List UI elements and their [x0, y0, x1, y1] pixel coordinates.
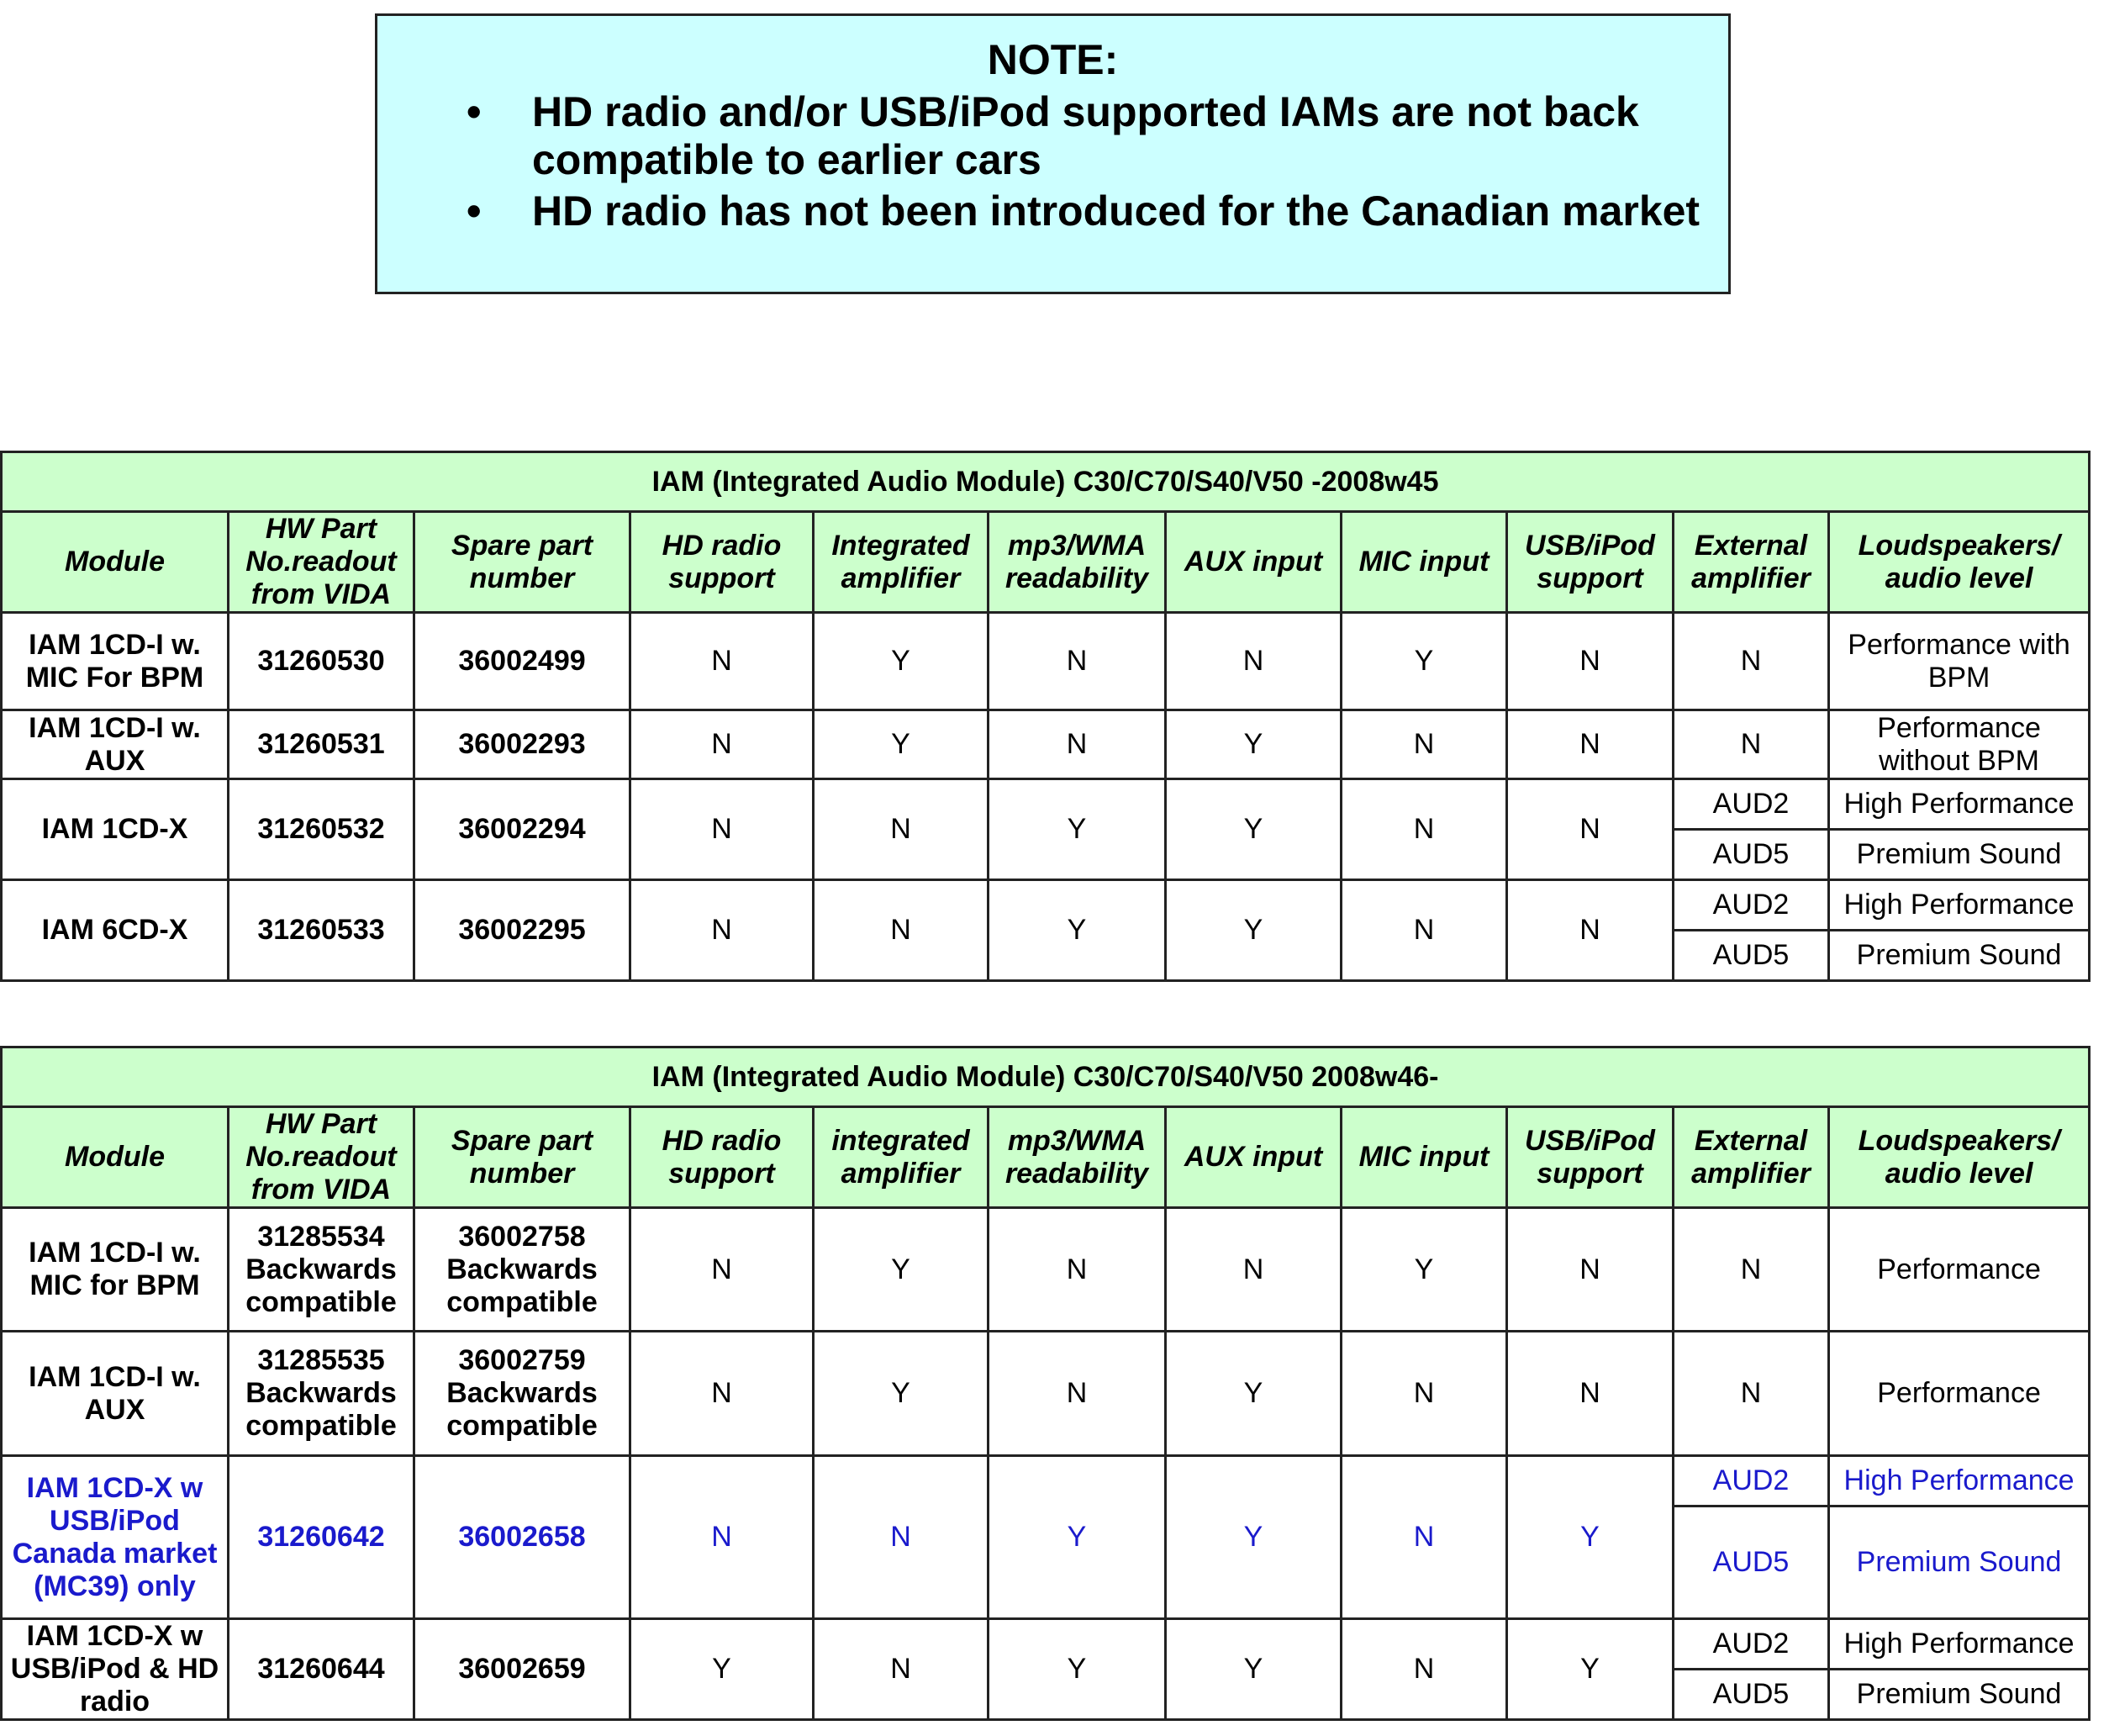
table-row	[2, 880, 2090, 931]
note-title: NOTE:	[987, 36, 1119, 83]
aux-cell: Y	[1166, 1332, 1342, 1456]
col-header: Spare part number	[414, 1107, 630, 1208]
speaker-cell: Premium Sound	[1829, 830, 2090, 880]
col-header: integrated amplifier	[814, 1107, 989, 1208]
usb-cell: N	[1507, 880, 1674, 981]
ext-amp-cell: AUD5	[1674, 830, 1829, 880]
speaker-cell: Performance	[1829, 1332, 2090, 1456]
col-header: AUX input	[1166, 1107, 1342, 1208]
col-header: Integrated amplifier	[814, 512, 989, 613]
speaker-cell: Premium Sound	[1829, 1670, 2090, 1720]
spare-part-cell: 36002658	[414, 1456, 630, 1619]
mic-cell: N	[1342, 880, 1507, 981]
aux-cell: Y	[1166, 880, 1342, 981]
mp3-cell: Y	[989, 1619, 1166, 1720]
table-row	[2, 710, 2090, 779]
mp3-cell: Y	[989, 1456, 1166, 1619]
spare-part-cell: 36002294	[414, 779, 630, 880]
hd-cell: Y	[630, 1619, 814, 1720]
hw-part-cell: 31285535 Backwards compatible	[229, 1332, 414, 1456]
speaker-cell: Performance	[1829, 1208, 2090, 1332]
ext-amp-cell: N	[1674, 1208, 1829, 1332]
amp-cell: Y	[814, 613, 989, 710]
module-cell: IAM 6CD-X	[2, 880, 229, 981]
iam-table-2008w45	[0, 451, 2091, 982]
mic-cell: N	[1342, 1332, 1507, 1456]
amp-cell: Y	[814, 710, 989, 779]
mp3-cell: Y	[989, 779, 1166, 880]
spare-part-cell: 36002659	[414, 1619, 630, 1720]
col-header: External amplifier	[1674, 1107, 1829, 1208]
table-row	[2, 613, 2090, 710]
table-row	[2, 779, 2090, 830]
table-row-highlighted	[2, 1456, 2090, 1506]
header-row	[2, 512, 2090, 613]
hd-cell: N	[630, 710, 814, 779]
hw-part-cell: 31260533	[229, 880, 414, 981]
table-row	[2, 1208, 2090, 1332]
spare-part-cell: 36002758 Backwards compatible	[414, 1208, 630, 1332]
note-bullet: • HD radio has not been introduced for the Canadian market	[467, 187, 1700, 235]
col-header: Loudspeakers/ audio level	[1829, 1107, 2090, 1208]
usb-cell: N	[1507, 779, 1674, 880]
mp3-cell: N	[989, 1208, 1166, 1332]
bullet-icon: •	[467, 187, 482, 235]
speaker-cell: Performance without BPM	[1829, 710, 2090, 779]
col-header: USB/iPod support	[1507, 512, 1674, 613]
hw-part-cell: 31260642	[229, 1456, 414, 1619]
table-row	[2, 1332, 2090, 1456]
module-cell: IAM 1CD-I w. AUX	[2, 710, 229, 779]
mp3-cell: Y	[989, 880, 1166, 981]
ext-amp-cell: AUD5	[1674, 1506, 1829, 1619]
ext-amp-cell: N	[1674, 1332, 1829, 1456]
ext-amp-cell: N	[1674, 613, 1829, 710]
hd-cell: N	[630, 1332, 814, 1456]
amp-cell: Y	[814, 1332, 989, 1456]
mic-cell: N	[1342, 779, 1507, 880]
mic-cell: N	[1342, 710, 1507, 779]
note-box	[375, 13, 1731, 294]
col-header: Spare part number	[414, 512, 630, 613]
col-header: Module	[2, 512, 229, 613]
amp-cell: N	[814, 1456, 989, 1619]
spare-part-cell: 36002295	[414, 880, 630, 981]
header-row	[2, 1107, 2090, 1208]
col-header: MIC input	[1342, 512, 1507, 613]
col-header: HW Part No.readout from VIDA	[229, 512, 414, 613]
bullet-icon: •	[467, 88, 482, 135]
mp3-cell: N	[989, 613, 1166, 710]
module-cell: IAM 1CD-X w USB/iPod & HD radio	[2, 1619, 229, 1720]
hw-part-cell: 31260532	[229, 779, 414, 880]
hd-cell: N	[630, 779, 814, 880]
col-header: HD radio support	[630, 1107, 814, 1208]
hw-part-cell: 31260531	[229, 710, 414, 779]
usb-cell: Y	[1507, 1456, 1674, 1619]
usb-cell: N	[1507, 1208, 1674, 1332]
mp3-cell: N	[989, 710, 1166, 779]
aux-cell: N	[1166, 1208, 1342, 1332]
aux-cell: Y	[1166, 1619, 1342, 1720]
col-header: HD radio support	[630, 512, 814, 613]
aux-cell: Y	[1166, 779, 1342, 880]
speaker-cell: High Performance	[1829, 1619, 2090, 1670]
usb-cell: N	[1507, 1332, 1674, 1456]
col-header: AUX input	[1166, 512, 1342, 613]
ext-amp-cell: N	[1674, 710, 1829, 779]
speaker-cell: Premium Sound	[1829, 1506, 2090, 1619]
col-header: External amplifier	[1674, 512, 1829, 613]
usb-cell: N	[1507, 613, 1674, 710]
mp3-cell: N	[989, 1332, 1166, 1456]
usb-cell: N	[1507, 710, 1674, 779]
usb-cell: Y	[1507, 1619, 1674, 1720]
hw-part-cell: 31285534 Backwards compatible	[229, 1208, 414, 1332]
iam-table-2008w46	[0, 1046, 2091, 1721]
module-cell: IAM 1CD-X	[2, 779, 229, 880]
aux-cell: N	[1166, 613, 1342, 710]
mic-cell: N	[1342, 1456, 1507, 1619]
spare-part-cell: 36002499	[414, 613, 630, 710]
module-cell: IAM 1CD-I w. MIC for BPM	[2, 1208, 229, 1332]
aux-cell: Y	[1166, 1456, 1342, 1619]
ext-amp-cell: AUD2	[1674, 1456, 1829, 1506]
spare-part-cell: 36002759 Backwards compatible	[414, 1332, 630, 1456]
col-header: mp3/WMA readability	[989, 512, 1166, 613]
hd-cell: N	[630, 1208, 814, 1332]
mic-cell: N	[1342, 1619, 1507, 1720]
hd-cell: N	[630, 1456, 814, 1619]
col-header: HW Part No.readout from VIDA	[229, 1107, 414, 1208]
ext-amp-cell: AUD5	[1674, 1670, 1829, 1720]
note-bullet: • HD radio and/or USB/iPod supported IAMs are not back compatible to earlier cars	[467, 88, 1639, 183]
speaker-cell: Premium Sound	[1829, 931, 2090, 981]
amp-cell: N	[814, 880, 989, 981]
hd-cell: N	[630, 613, 814, 710]
mic-cell: Y	[1342, 613, 1507, 710]
col-header: Module	[2, 1107, 229, 1208]
hw-part-cell: 31260644	[229, 1619, 414, 1720]
module-cell: IAM 1CD-I w. AUX	[2, 1332, 229, 1456]
col-header: MIC input	[1342, 1107, 1507, 1208]
hd-cell: N	[630, 880, 814, 981]
ext-amp-cell: AUD2	[1674, 1619, 1829, 1670]
amp-cell: N	[814, 1619, 989, 1720]
speaker-cell: High Performance	[1829, 779, 2090, 830]
col-header: Loudspeakers/ audio level	[1829, 512, 2090, 613]
amp-cell: N	[814, 779, 989, 880]
spare-part-cell: 36002293	[414, 710, 630, 779]
ext-amp-cell: AUD2	[1674, 779, 1829, 830]
module-cell: IAM 1CD-X w USB/iPod Canada market (MC39) only	[2, 1456, 229, 1619]
speaker-cell: Performance with BPM	[1829, 613, 2090, 710]
ext-amp-cell: AUD2	[1674, 880, 1829, 931]
mic-cell: Y	[1342, 1208, 1507, 1332]
aux-cell: Y	[1166, 710, 1342, 779]
speaker-cell: High Performance	[1829, 1456, 2090, 1506]
table-title: IAM (Integrated Audio Module) C30/C70/S40/V50 2008w46-	[2, 1047, 2090, 1107]
hw-part-cell: 31260530	[229, 613, 414, 710]
col-header: USB/iPod support	[1507, 1107, 1674, 1208]
amp-cell: Y	[814, 1208, 989, 1332]
table-title: IAM (Integrated Audio Module) C30/C70/S40/V50 -2008w45	[2, 452, 2090, 512]
note-list	[377, 88, 1728, 235]
table-row	[2, 1619, 2090, 1670]
ext-amp-cell: AUD5	[1674, 931, 1829, 981]
speaker-cell: High Performance	[1829, 880, 2090, 931]
module-cell: IAM 1CD-I w. MIC For BPM	[2, 613, 229, 710]
col-header: mp3/WMA readability	[989, 1107, 1166, 1208]
